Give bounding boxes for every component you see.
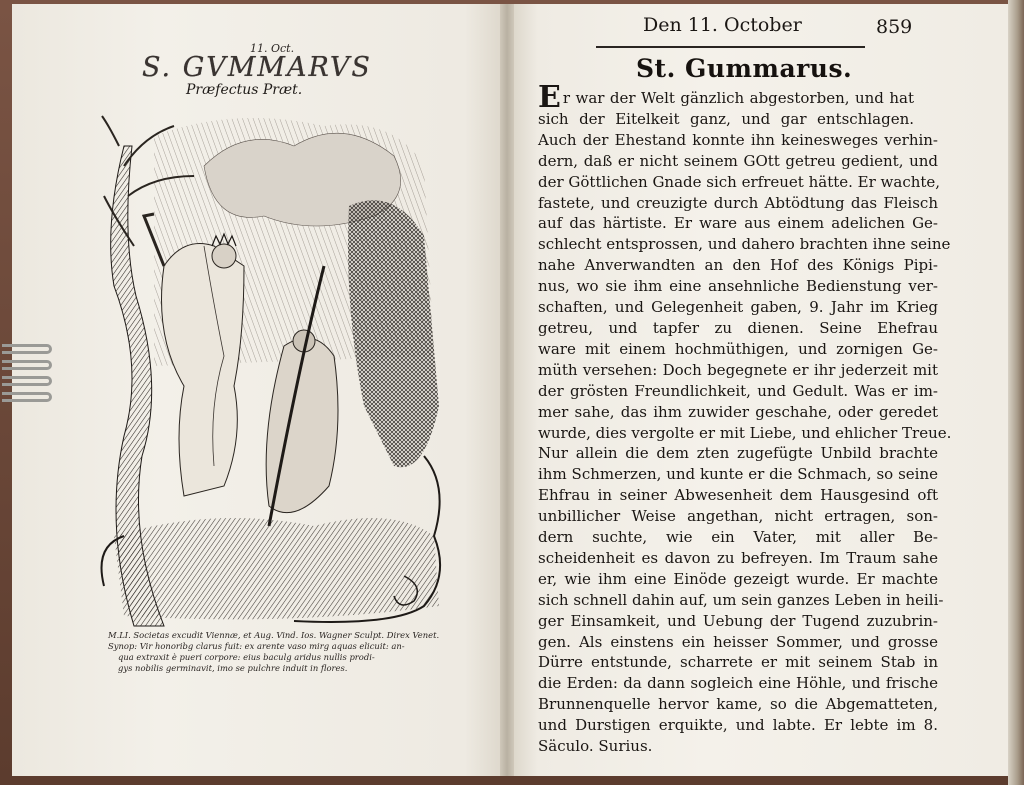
binder-clip-icon — [0, 338, 60, 418]
text-line: müth versehen: Doch begegnete er ihr jederzeit mit — [538, 360, 938, 379]
text-line: scheidenheit es davon zu befreyen. Im Traum sahe — [538, 548, 938, 567]
text-line: auf das härtiste. Er ware aus einem adelichen Ge- — [538, 214, 938, 233]
text-line: mer sahe, das ihm zuwider geschahe, oder geredet — [538, 402, 938, 421]
text-line: Ehfrau in seiner Abwesenheit dem Hausgesind oft — [538, 486, 938, 505]
header-rule — [596, 46, 865, 48]
engraving-illustration — [94, 106, 450, 628]
book-gutter — [500, 4, 514, 776]
text-line: schlecht entsprossen, und dahero brachten ihne seine — [538, 235, 951, 254]
plate-subtitle: Præfectus Præt. — [186, 82, 303, 98]
page-edges — [1008, 0, 1024, 785]
text-line: dern suchte, wie ein Vater, mit aller Be- — [538, 528, 938, 547]
text-line: er, wie ihm eine Einöde gezeigt wurde. Er machte — [538, 569, 938, 588]
text-line: ihm Schmerzen, und kunte er die Schmach, so seine — [538, 465, 938, 484]
running-head: Den 11. October — [643, 14, 802, 36]
page-number: 859 — [876, 16, 913, 38]
text-line: Säculo. Surius. — [538, 737, 653, 756]
text-line: r war der Welt gänzlich abgestorben, und hat — [562, 89, 914, 107]
text-line: nus, wo sie ihm eine ansehnliche Bedienstung ver- — [538, 277, 938, 296]
text-line: schaften, und Gelegenheit gaben, 9. Jahr im Krieg — [538, 298, 938, 317]
text-line: und Durstigen erquikte, und labte. Er lebte im 8. — [538, 716, 938, 735]
text-line: sich schnell dahin auf, um sein ganzes Leben in heili- — [538, 590, 944, 609]
text-line: Dürre entstunde, scharrete er mit seinem Stab in — [538, 653, 938, 672]
text-line: ger Einsamkeit, und Uebung der Tugend zuzubrin- — [538, 611, 938, 630]
chapter-title: St. Gummarus. — [636, 54, 853, 83]
text-line: getreu, und tapfer zu dienen. Seine Ehefrau — [538, 318, 938, 337]
text-line: gen. Als einstens ein heisser Sommer, und grosse — [538, 632, 938, 651]
text-line: Nur allein die dem zten zugefügte Unbild brachte — [538, 444, 938, 463]
text-line: fastete, und creuzigte durch Abtödtung das Fleisch — [538, 193, 938, 212]
caption-line: gys nobilis germinavit, imo se pulchre induit in flores. — [118, 663, 348, 673]
plate-title: S. GVMMARVS — [142, 52, 372, 83]
caption-line: qua extraxit è pueri corpore: eius baculg aridus nullis prodi- — [118, 652, 375, 662]
text-line: ware mit einem hochmüthigen, und zornigen Ge- — [538, 339, 938, 358]
dropcap: E — [538, 80, 561, 115]
plate-caption — [108, 630, 488, 674]
text-line: sich der Eitelkeit ganz, und gar entschlagen. — [538, 109, 914, 128]
plate-date: 11. Oct. — [250, 42, 295, 55]
text-line: die Erden: da dann sogleich eine Höhle, und frische — [538, 674, 938, 693]
text-line: der Göttlichen Gnade sich erfreuet hätte. Er wachte, — [538, 172, 941, 191]
caption-line: M.LI. Societas excudit Viennæ, et Aug. Vind. Ios. Wagner Sculpt. Direx Venet. — [108, 630, 440, 640]
text-line: nahe Anverwandten an den Hof des Königs Pipi- — [538, 256, 938, 275]
caption-line: Synop: Vir honoribg clarus fuit: ex arente vaso mirg aquas elicuit: an- — [108, 641, 405, 651]
body-text — [538, 80, 952, 757]
text-line: Auch der Ehestand konnte ihn keinesweges verhin- — [538, 130, 938, 149]
text-line: wurde, dies vergolte er mit Liebe, und ehlicher Treue. — [538, 423, 952, 442]
text-line: der grösten Freundlichkeit, und Gedult. Was er im- — [538, 381, 938, 400]
text-line: dern, daß er nicht seinem GOtt getreu gedient, und — [538, 151, 938, 170]
text-line: unbillicher Weise angethan, nicht ertragen, son- — [538, 507, 938, 526]
text-line: Brunnenquelle hervor kame, so die Abgematteten, — [538, 695, 938, 714]
